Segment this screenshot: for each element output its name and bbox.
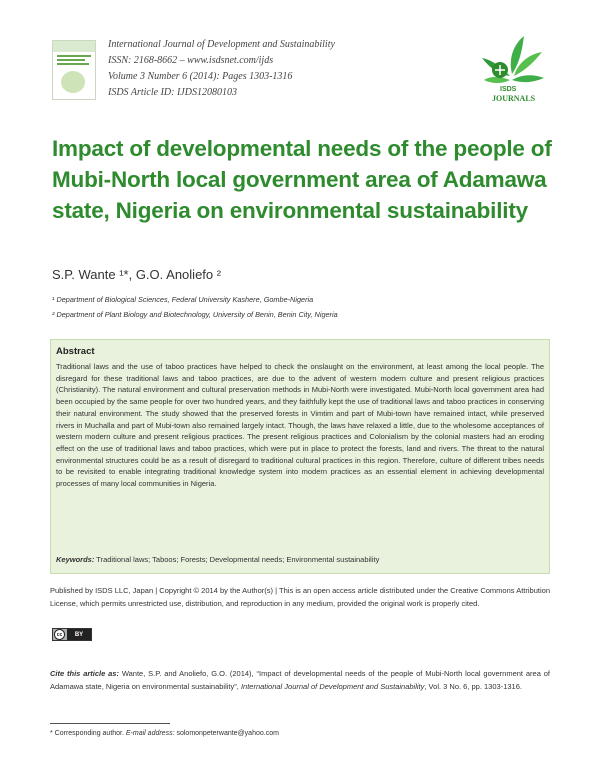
footnote: [50, 730, 279, 737]
affiliation-1: ¹ Department of Biological Sciences, Federal University Kashere, Gombe-Nigeria: [52, 295, 314, 304]
logo-text-journals: JOURNALS: [492, 94, 536, 103]
keywords-list: Traditional laws; Taboos; Forests; Developmental needs; Environmental sustainability: [94, 555, 380, 564]
footnote-divider: [50, 723, 170, 724]
license-text: Published by ISDS LLC, Japan | Copyright © 2014 by the Author(s) | This is an open access article distributed under the Creative Commons Attribution License, which permits unrestricted use, distribution, and reproduction in any medium, provided the original work is properly cited.: [50, 586, 550, 608]
cc-by-badge[interactable]: [52, 628, 92, 641]
citation-label: Cite this article as:: [50, 669, 119, 678]
article-title: Impact of developmental needs of the people of Mubi-North local government area of Adamawa state, Nigeria on environmental sustainability: [52, 136, 552, 223]
citation: [50, 668, 550, 693]
affiliation-2: ² Department of Plant Biology and Biotechnology, University of Benin, Benin City, Nigeria: [52, 310, 338, 319]
article-id: ISDS Article ID: IJDS12080103: [108, 87, 237, 98]
citation-text-1: Wante, S.P. and Anoliefo, G.O. (2014), “Impact of developmental needs of the people of Mubi-North local government area of Adamawa state, Nigeria on environmental sustainability”,: [50, 669, 550, 691]
authors: S.P. Wante ¹*, G.O. Anoliefo ²: [52, 267, 222, 282]
citation-journal: International Journal of Development and Sustainability: [240, 681, 425, 691]
logo-text-isds: ISDS: [500, 86, 517, 93]
journal-issn: ISSN: 2168-8662 – www.isdsnet.com/ijds: [108, 55, 274, 66]
isds-journals-logo: [478, 34, 550, 106]
journal-name: International Journal of Development and Sustainability: [108, 39, 335, 50]
email-label: E-mail address:: [125, 730, 175, 737]
keywords-label: Keywords:: [56, 555, 95, 564]
journal-cover-thumbnail: [52, 40, 96, 100]
footnote-prefix: * Corresponding author.: [50, 730, 126, 737]
citation-text-2: , Vol. 3 No. 6, pp. 1303-1316.: [424, 681, 522, 691]
journal-volume: Volume 3 Number 6 (2014): Pages 1303-1316: [108, 71, 293, 82]
abstract-heading: Abstract: [56, 346, 95, 357]
email-address[interactable]: solomonpeterwante@yahoo.com: [174, 730, 279, 737]
abstract-text: Traditional laws and the use of taboo practices have helped to check the onslaught on the environment, at least among the local people. The disregard for these traditional laws and taboo practices, are due to the advent of western modern culture and present religious practices (Christianity). The natural environment and cultural preservation methods in Mubi-North were investigated. Mubi-North local government area had been occupied by the same people for over two hundred years, and they faithfully kept the use of traditional laws and taboo practices in conserving their natural environment. The study showed that the preserved forests in Vimtim and part of Mubi-town have remained intact, while preserved rivers in Muchalla and part of Mubi-town also remained largely intact. Though, the laws have relaxed a little, due to the wholesome acceptances of western modern culture and present religious practices. The present religious practices and Colonialism by the colonial masters had an eroding effect on the use of traditional laws and taboo practices, which were put in place to protect the forests, land and rivers. The threat to the natural environmental structures could be as a result of disregard to traditional cultural practices in this region. Therefore, culture of different tribes needs to be revisited to enable integrating traditional knowledge system into modern practices as an essential element in achieving developmental processes of many local communities in Nigeria.: [56, 362, 544, 489]
keywords: [56, 555, 379, 564]
cc-by-label: BY: [67, 629, 91, 640]
creative-commons-icon: cc: [54, 629, 65, 640]
